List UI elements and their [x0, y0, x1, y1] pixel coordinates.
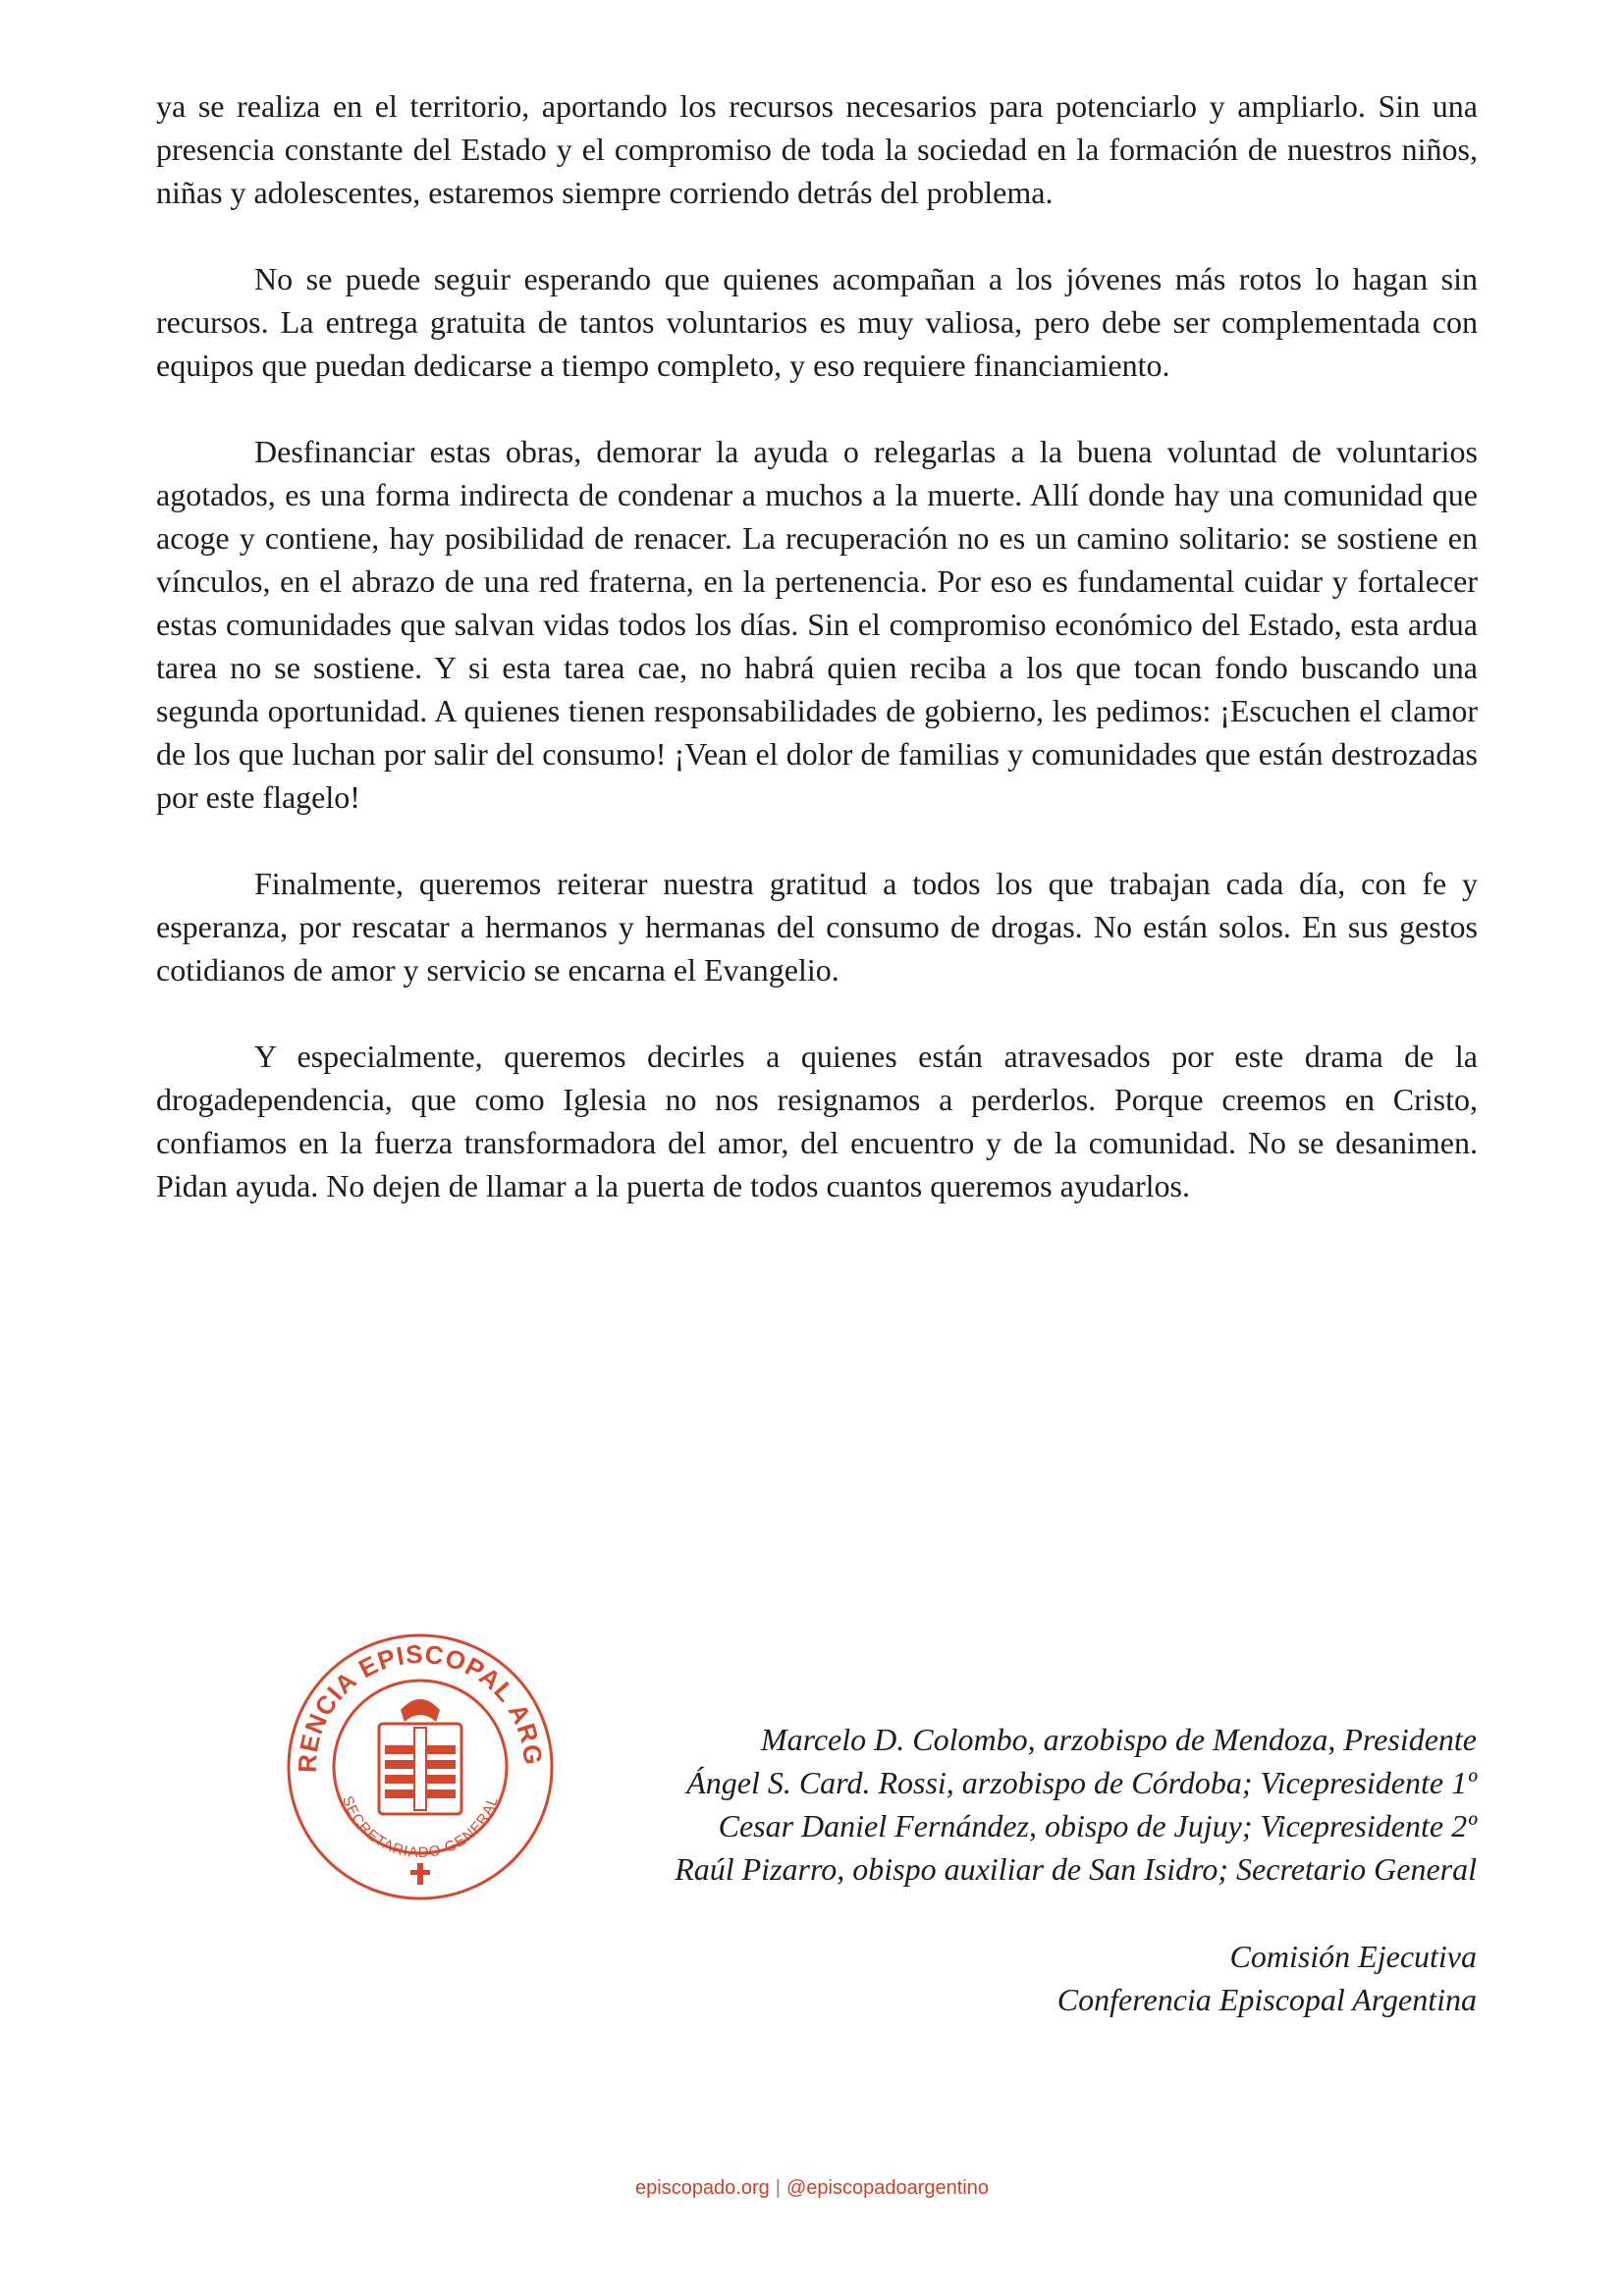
cross-icon: [410, 1863, 430, 1885]
seal-outer-text: RENCIA EPISCOPAL ARG: [292, 1638, 549, 1774]
seal-inner-text: SECRETARIADO GENERAL: [338, 1793, 503, 1862]
signature-secretary: Raúl Pizarro, obispo auxiliar de San Isidro; Secretario General: [675, 1851, 1477, 1887]
shield-icon: [379, 1699, 461, 1814]
paragraph-3: Desfinanciar estas obras, demorar la ayuda o relegarlas a la buena voluntad de voluntarios agotados, es una forma indirecta de condenar a muchos a la muerte. Allí donde hay una comunidad que acoge y contiene, hay posibilidad de renacer. La recuperación no es un camino solitario: se sostiene en vínculos, en el abrazo de una red fraterna, en la pertenencia. Por eso es fundamental cuidar y fortalecer estas comunidades que salvan vidas todos los días. Sin el compromiso económico del Estado, esta ardua tarea no se sostiene. Y si esta tarea cae, no habrá quien reciba a los que tocan fondo buscando una segunda oportunidad. A quienes tienen responsabilidades de gobierno, les pedimos: ¡Escuchen el clamor de los que luchan por salir del consumo! ¡Vean el dolor de familias y comunidades que están destrozadas por este flagelo!: [156, 434, 1478, 815]
commission-block: [534, 1935, 1477, 2021]
signature-block: [534, 1718, 1477, 2021]
letter-body: [156, 84, 1478, 1251]
signature-vicepresident-2: Cesar Daniel Fernández, obispo de Jujuy; Vicepresidente 2º: [718, 1808, 1477, 1843]
commission-name: Comisión Ejecutiva: [1229, 1939, 1477, 1974]
seal-icon: [283, 1629, 558, 1904]
conference-name: Conferencia Episcopal Argentina: [1056, 1982, 1477, 2017]
footer-social-handle[interactable]: @episcopadoargentino: [785, 2177, 989, 2199]
page-footer: [0, 2177, 1624, 2200]
episcopal-seal: [283, 1629, 558, 1904]
signature-president: Marcelo D. Colombo, arzobispo de Mendoza, Presidente: [760, 1722, 1477, 1757]
paragraph-2: No se puede seguir esperando que quienes acompañan a los jóvenes más rotos lo hagan sin recursos. La entrega gratuita de tantos voluntarios es muy valiosa, pero debe ser complementada con equipos que puedan dedicarse a tiempo completo, y eso requiere financiamiento.: [156, 261, 1478, 383]
paragraph-1: ya se realiza en el territorio, aportando los recursos necesarios para potenciarlo y ampliarlo. Sin una presencia constante del Estado y el compromiso de toda la sociedad en la formación de nuestros niños, niñas y adolescentes, estaremos siempre corriendo detrás del problema.: [156, 88, 1478, 210]
footer-separator: |: [775, 2177, 781, 2199]
signature-vicepresident-1: Ángel S. Card. Rossi, arzobispo de Córdoba; Vicepresidente 1º: [686, 1765, 1477, 1800]
paragraph-4: Finalmente, queremos reiterar nuestra gratitud a todos los que trabajan cada día, con fe y esperanza, por rescatar a hermanos y hermanas del consumo de drogas. No están solos. En sus gestos cotidianos de amor y servicio se encarna el Evangelio.: [156, 866, 1478, 988]
footer-website-link[interactable]: episcopado.org: [635, 2177, 770, 2199]
paragraph-5: Y especialmente, queremos decirles a quienes están atravesados por este drama de la drogadependencia, que como Iglesia no nos resignamos a perderlos. Porque creemos en Cristo, confiamos en la fuerza transformadora del amor, del encuentro y de la comunidad. No se desanimen. Pidan ayuda. No dejen de llamar a la puerta de todos cuantos queremos ayudarlos.: [156, 1039, 1478, 1203]
